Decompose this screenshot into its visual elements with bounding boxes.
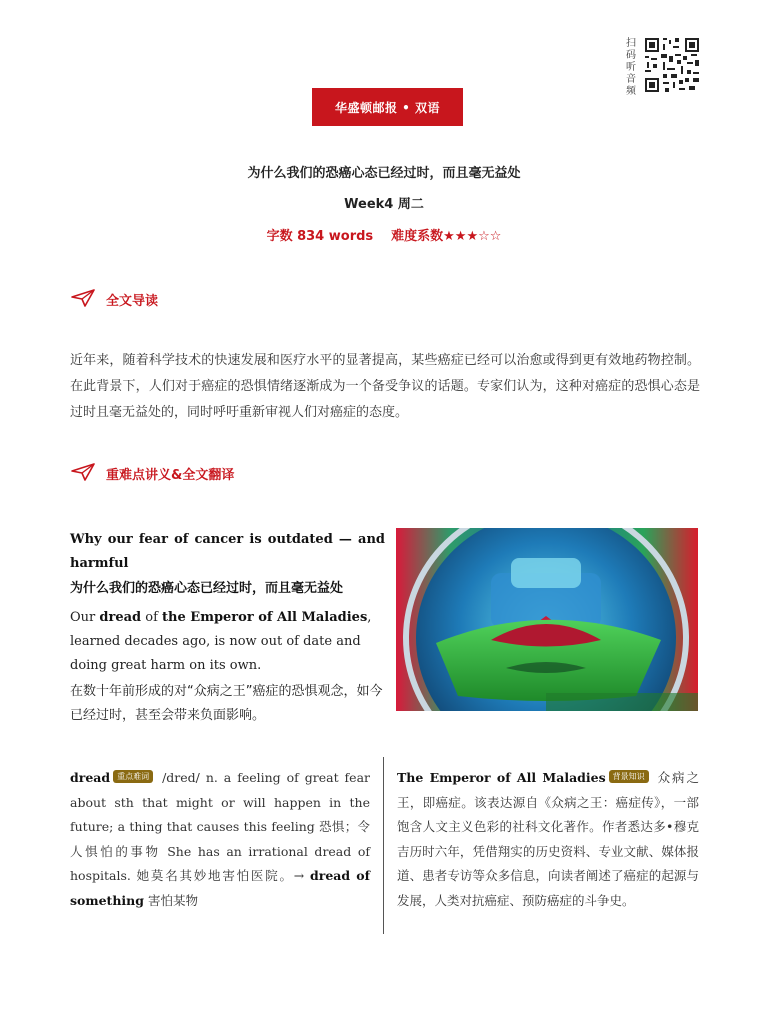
qr-code-icon[interactable] — [645, 38, 699, 92]
page-title: 为什么我们的恐癌心态已经过时，而且毫无益处 — [247, 166, 521, 181]
article-paragraph-cn: 在数十年前形成的对“众病之王”癌症的恐惧观念，如今已经过时，甚至会带来负面影响。 — [70, 684, 383, 723]
key-word-badge: 重点难词 — [113, 770, 153, 783]
week-label: Week4 周二 — [344, 197, 424, 212]
background-note-emperor — [397, 766, 699, 913]
background-term: The Emperor of All Maladies — [397, 770, 606, 785]
section-title-translation: 重难点讲义&全文翻译 — [106, 468, 235, 483]
article-title-cn: 为什么我们的恐癌心态已经过时，而且毫无益处 — [70, 581, 344, 596]
vocab-phrase: dread of something — [70, 868, 371, 908]
vocab-word: dread — [70, 770, 111, 785]
section-title-intro: 全文导读 — [106, 294, 159, 309]
keyword-emperor: the Emperor of All Maladies — [162, 610, 368, 625]
intro-text: 近年来，随着科学技术的快速发展和医疗水平的显著提高，某些癌症已经可以治愈或得到更有效地药物控制。在此背景下，人们对于癌症的恐惧情绪逐渐成为一个备受争议的话题。专家们认为，这种对癌症的恐惧心态是过时且毫无益处的，同时呼吁重新审视人们对癌症的态度。 — [70, 353, 700, 420]
background-badge: 背景知识 — [609, 770, 649, 783]
paper-plane-icon — [70, 288, 96, 308]
difficulty-rating: 难度系数★★★☆☆ — [391, 229, 502, 244]
article-paragraph-en: Our dread of the Emperor of All Maladies, learned decades ago, is now out of date and doing great harm on its own. — [70, 610, 372, 673]
article-stats — [0, 225, 768, 244]
vocab-phrase-cn: 害怕某物 — [144, 892, 198, 908]
vocab-definition: /dred/ n. a feeling of great fear about sth that might or will happen in the future; a thing that causes this feeling 恐惧；令人惧怕的事物 She has an irrational dread of hospitals. 她莫名其妙地害怕医院。→ — [70, 770, 370, 883]
word-count: 字数 834 words — [266, 229, 374, 244]
ct-scanner-photo — [396, 528, 698, 711]
article-title-en: Why our fear of cancer is outdated — and harmful — [70, 532, 385, 571]
paper-plane-icon — [70, 462, 96, 482]
vocab-note-dread — [70, 766, 370, 913]
brand-banner: 华盛顿邮报 • 双语 — [312, 88, 463, 126]
scan-audio-label: 扫 码 听 音 频 — [626, 38, 636, 97]
background-text: 众病之王，即癌症。该表达源自《众病之王：癌症传》，一部饱含人文主义色彩的社科文化著作。作者悉达多•穆克吉历时六年，凭借翔实的历史资料、专业文献、媒体报道、患者专访等众多信息，向读者阐述了癌症的起源与发展，人类对抗癌症、预防癌症的斗争史。 — [397, 770, 699, 908]
keyword-dread: dread — [99, 610, 142, 625]
column-divider — [383, 757, 384, 934]
